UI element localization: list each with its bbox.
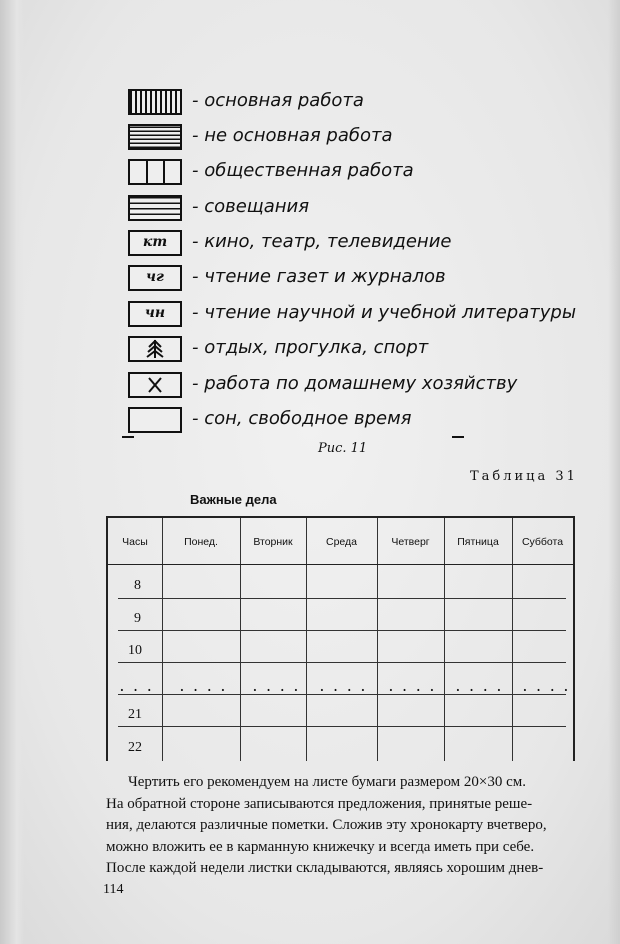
legend-item-public-work <box>128 156 578 188</box>
vertical-stripes-swatch-icon <box>128 89 182 115</box>
tree-icon <box>128 336 182 362</box>
header-monday: Понед. <box>184 536 218 548</box>
legend-frame-mark <box>122 436 134 438</box>
hour-ellipsis: . . . <box>120 681 155 694</box>
hour-label: 8 <box>134 578 141 593</box>
code-box-icon <box>128 265 182 291</box>
code-box-icon <box>128 230 182 256</box>
row-ellipsis: . . . . <box>523 681 571 694</box>
legend-label: - не основная работа <box>192 125 393 146</box>
legend-label: - чтение научной и учебной литературы <box>192 302 577 323</box>
legend-item-newspapers <box>128 262 578 294</box>
legend-label: - сон, свободное время <box>192 408 412 429</box>
table-title: Важные дела <box>190 492 277 507</box>
legend-item-secondary-work <box>128 121 578 153</box>
legend-label: - работа по домашнему хозяйству <box>192 373 518 394</box>
legend-label: - основная работа <box>192 90 364 111</box>
hour-label: 9 <box>134 611 141 626</box>
hour-label: 22 <box>128 740 142 755</box>
body-line: можно вложить ее в карманную книжечку и всегда иметь при себе. <box>106 838 535 855</box>
page-edge-shadow <box>608 0 620 944</box>
row-ellipsis: . . . . <box>320 681 368 694</box>
legend-label: - общественная работа <box>192 160 414 181</box>
horizontal-lines-swatch-icon <box>128 195 182 221</box>
legend-item-meetings <box>128 192 578 224</box>
legend-item-housework <box>128 369 578 401</box>
legend-label: - отдых, прогулка, спорт <box>192 337 429 358</box>
row-ellipsis: . . . . <box>389 681 437 694</box>
body-line: Чертить его рекомендуем на листе бумаги размером 20×30 см. <box>128 774 527 790</box>
header-saturday: Суббота <box>521 536 564 548</box>
figure-caption: Рис. 11 <box>318 441 368 456</box>
legend-item-scientific-reading <box>128 298 578 330</box>
hour-label: 21 <box>128 707 142 722</box>
hour-label: 10 <box>128 643 142 658</box>
header-wednesday: Среда <box>326 536 357 548</box>
three-columns-swatch-icon <box>128 159 182 185</box>
header-tuesday: Вторник <box>253 536 293 548</box>
body-line: После каждой недели листки складываются, являясь хорошим днев- <box>106 860 544 876</box>
horizontal-stripes-swatch-icon <box>128 124 182 150</box>
legend-item-sleep <box>128 404 578 436</box>
legend-item-main-work <box>128 86 578 118</box>
header-hours: Часы <box>122 536 148 548</box>
legend-label: - кино, театр, телевидение <box>192 231 452 252</box>
legend-label: - совещания <box>192 196 310 217</box>
legend-item-rest <box>128 333 578 365</box>
page-number: 114 <box>103 882 124 897</box>
legend-item-cinema <box>128 227 578 259</box>
row-ellipsis: . . . . <box>180 681 228 694</box>
body-line: ния, делаются различные пометки. Сложив эту хронокарту вчетверо, <box>106 817 547 833</box>
legend-code: кт <box>142 234 168 250</box>
body-line: На обратной стороне записываются предложения, принятые реше- <box>106 795 533 812</box>
page-spine-shadow <box>0 0 24 944</box>
row-ellipsis: . . . . <box>253 681 301 694</box>
table-label: Таблица 31 <box>470 469 578 484</box>
body-paragraph <box>106 772 582 880</box>
legend-label: - чтение газет и журналов <box>192 266 446 287</box>
cross-icon <box>128 372 182 398</box>
empty-swatch-icon <box>128 407 182 433</box>
legend-code: чн <box>144 305 166 321</box>
legend-frame-mark <box>452 436 464 438</box>
header-friday: Пятница <box>457 536 499 548</box>
legend-code: чг <box>146 269 164 285</box>
row-ellipsis: . . . . <box>456 681 504 694</box>
code-box-icon <box>128 301 182 327</box>
header-thursday: Четверг <box>391 536 430 548</box>
schedule-table <box>106 516 575 761</box>
